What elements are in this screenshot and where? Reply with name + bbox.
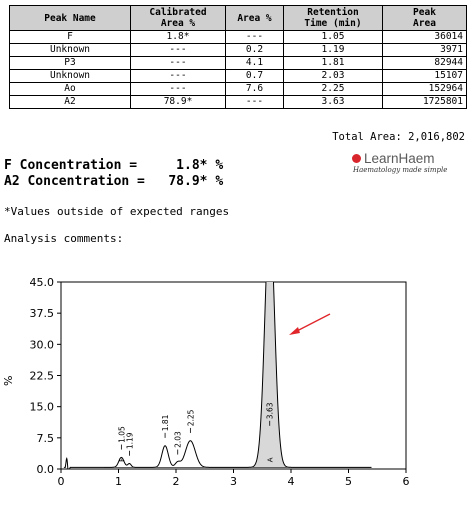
cell-peak-area: 152964	[383, 83, 467, 96]
peak-marker-letter: F	[118, 457, 127, 462]
y-tick-label: 22.5	[29, 369, 54, 383]
results-table	[9, 5, 467, 109]
cell-calibrated-area: 78.9*	[131, 96, 226, 109]
y-tick-label: 7.5	[36, 431, 54, 445]
cell-peak-area: 36014	[383, 31, 467, 44]
range-note: *Values outside of expected ranges	[4, 205, 230, 218]
cell-calibrated-area: ---	[131, 83, 226, 96]
cell-retention-time: 2.03	[284, 70, 383, 83]
cell-area-percent: 0.2	[226, 44, 284, 57]
a2-peak-shading	[248, 270, 292, 467]
cell-retention-time: 3.63	[284, 96, 383, 109]
table-body	[10, 31, 467, 109]
peak-marker-letter: A	[266, 457, 275, 463]
arrow-head	[289, 327, 300, 335]
learnhaem-logo	[352, 151, 447, 174]
brand-tagline: Haematology made simple	[353, 166, 448, 174]
cell-peak-name: A2	[10, 96, 131, 109]
table-row	[10, 44, 467, 57]
cell-retention-time: 2.25	[284, 83, 383, 96]
peak-time-label: 1.81	[161, 414, 171, 432]
chromatogram-chart	[0, 270, 474, 511]
peak-time-label: 2.03	[173, 431, 183, 448]
header-retention-time: Retention Time (min)	[284, 6, 383, 31]
y-tick-label: 30.0	[29, 338, 54, 352]
cell-area-percent: 0.7	[226, 70, 284, 83]
x-tick-label: 0	[57, 475, 65, 488]
analysis-comments-label: Analysis comments:	[4, 232, 124, 245]
cell-retention-time: 1.05	[284, 31, 383, 44]
cell-area-percent: 4.1	[226, 57, 284, 70]
x-tick-label: 3	[230, 475, 237, 488]
cell-peak-name: Unknown	[10, 44, 131, 57]
table-header-row	[10, 6, 467, 31]
cell-peak-area: 82944	[383, 57, 467, 70]
cell-retention-time: 1.81	[284, 57, 383, 70]
header-calibrated-area: Calibrated Area %	[131, 6, 226, 31]
annotation-arrow-icon	[289, 314, 330, 335]
y-tick-label: 37.5	[29, 307, 54, 321]
results-table-container	[9, 5, 466, 109]
peak-time-label: 1.05	[117, 426, 127, 443]
cell-peak-area: 3971	[383, 44, 467, 57]
header-peak-area: Peak Area	[383, 6, 467, 31]
y-tick-label: 0.0	[36, 463, 54, 476]
cell-area-percent: ---	[226, 31, 284, 44]
y-axis-label: %	[2, 375, 15, 386]
table-row	[10, 96, 467, 109]
cell-peak-name: Ao	[10, 83, 131, 96]
cell-area-percent: ---	[226, 96, 284, 109]
cell-peak-name: F	[10, 31, 131, 44]
brand-dot-icon	[352, 154, 361, 163]
table-row	[10, 70, 467, 83]
brand-name: LearnHaem	[364, 151, 435, 166]
table-row	[10, 31, 467, 44]
y-axis	[30, 276, 62, 476]
a2-concentration: A2 Concentration = 78.9* %	[4, 174, 224, 189]
plot-frame	[61, 282, 406, 469]
peak-time-label: 2.25	[186, 409, 196, 427]
table-row	[10, 57, 467, 70]
cell-calibrated-area: ---	[131, 57, 226, 70]
cell-calibrated-area: ---	[131, 70, 226, 83]
x-tick-label: 5	[345, 475, 352, 488]
total-area: Total Area: 2,016,802	[332, 131, 465, 143]
x-axis	[58, 469, 410, 488]
y-tick-label: 15.0	[29, 400, 54, 414]
table-row	[10, 83, 467, 96]
header-area-percent: Area %	[226, 6, 284, 31]
x-tick-label: 1	[115, 475, 122, 488]
cell-peak-area: 1725801	[383, 96, 467, 109]
f-concentration: F Concentration = 1.8* %	[4, 158, 224, 173]
x-tick-label: 4	[287, 475, 295, 488]
cell-calibrated-area: ---	[131, 44, 226, 57]
cell-peak-name: P3	[10, 57, 131, 70]
x-tick-label: 6	[402, 475, 410, 488]
peak-time-label: 3.63	[265, 402, 275, 420]
cell-retention-time: 1.19	[284, 44, 383, 57]
cell-peak-name: Unknown	[10, 70, 131, 83]
cell-calibrated-area: 1.8*	[131, 31, 226, 44]
y-tick-label: 45.0	[29, 276, 54, 289]
header-peak-name: Peak Name	[10, 6, 131, 31]
cell-area-percent: 7.6	[226, 83, 284, 96]
chromatogram-trace	[64, 270, 372, 473]
x-tick-label: 2	[172, 475, 180, 488]
cell-peak-area: 15107	[383, 70, 467, 83]
peak-time-label: 1.19	[125, 432, 135, 450]
